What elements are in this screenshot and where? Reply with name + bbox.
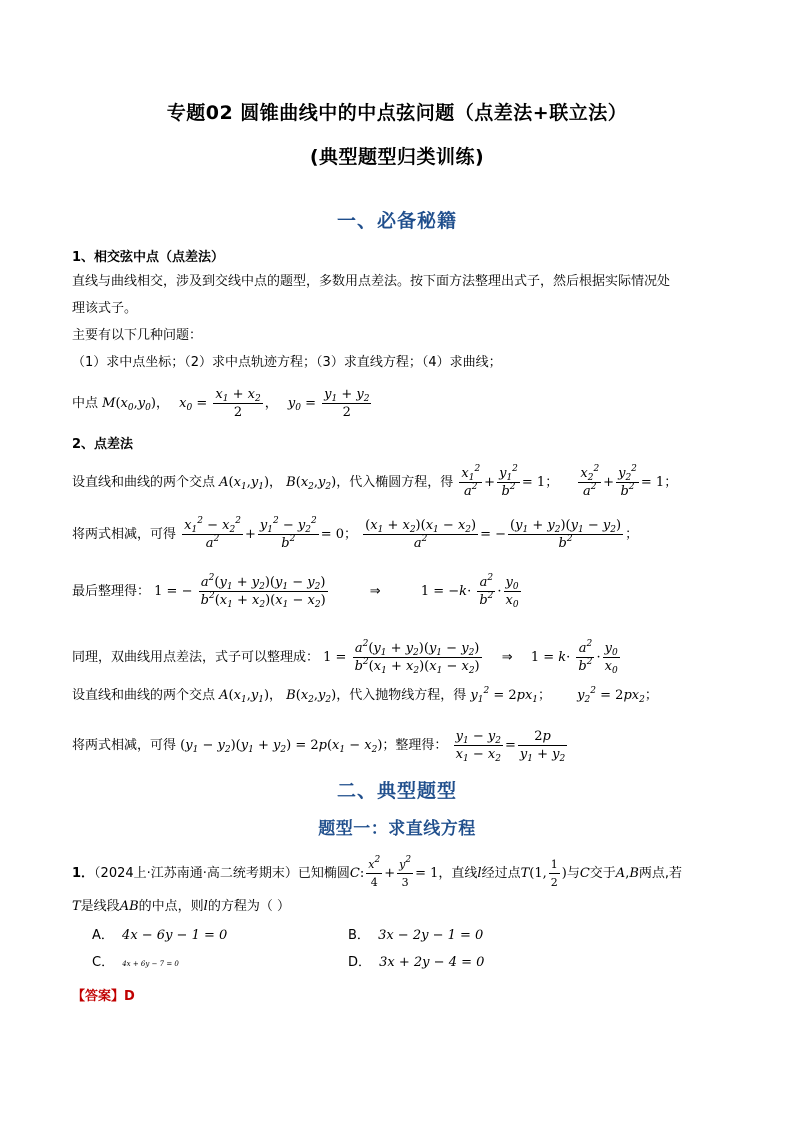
line-e-mid: ，代入抛物线方程，得 — [336, 688, 467, 703]
line-a-mid: ，代入椭圆方程，得 — [336, 475, 454, 490]
math-segment-ab: AB — [119, 899, 139, 914]
hyperbola-line — [72, 640, 622, 675]
line-f-prefix: 将两式相减，可得 — [72, 738, 177, 753]
line-a-prefix: 设直线和曲线的两个交点 — [72, 475, 216, 490]
math-difference-eq1: $\frac{x_1^2 - x_2^2}{a^2}$ + $\frac{y_1^2 - y_2^2}{b^2}$ = 0 — [184, 516, 344, 551]
parabola-substitution-line: 设直线和曲线的两个交点 $A(x_1,y_1)$， $B(x_2,y_2)$，代入抛物线方程，得 $y_1^2 = 2px_1$； $y_2^2 = 2px_2$； — [72, 686, 658, 705]
math-ellipse-eq2: $\frac{x_2^2}{a^2}$ + $\frac{y_2^2}{b^2}$ = 1 — [580, 464, 665, 499]
option-c-label: C． — [92, 955, 115, 970]
math-parabola-diff: $(y_1 - y_2)(y_1 + y_2) = 2p(x_1 - x_2)$ — [180, 738, 383, 755]
math-slope-ellipse: 1 = −k· $\frac{a^2}{b^2}$ · $\frac{y_0}{x_0}$ — [420, 573, 519, 610]
arrow-2: ⇒ — [501, 650, 513, 665]
q1-text3: 经过点 — [481, 866, 521, 881]
ellipse-substitution-line: 设直线和曲线的两个交点 $A(x_1,y_1)$， $B(x_2,y_2)$，代入椭圆方程，得 $\frac{x_1^2}{a^2}$ + $\frac{y_1^2}{b^2}$ = 1； $\frac{x_2^2}{a^2}$ + $\frac{y_2^2}{b^2}$ = 1； — [72, 464, 678, 499]
math-point-a-2: $A(x_1,y_1)$ — [219, 688, 270, 705]
math-final-hyperbola: 1 = $\frac{a^2(y_1 + y_2)(y_1 - y_2)}{b^2(x_1 + x_2)(x_1 - x_2)}$ — [323, 639, 480, 676]
math-x0-formula: $x_0$ = $\frac{x_1 + x_2}{2}$ — [179, 387, 261, 420]
option-b-label: B． — [348, 928, 370, 943]
arrow-1: ⇒ — [369, 584, 381, 599]
math-ellipse-eq1: $\frac{x_1^2}{a^2}$ + $\frac{y_1^2}{b^2}$ = 1 — [461, 464, 546, 499]
page-title: 专题02 圆锥曲线中的中点弦问题（点差法+联立法） — [166, 102, 628, 124]
option-a[interactable] — [92, 926, 227, 946]
line-d-prefix: 同理，双曲线用点差法，式子可以整理成： — [72, 650, 320, 665]
math-slope-hyperbola: 1 = k· $\frac{a^2}{b^2}$ · $\frac{y_0}{x_0}$ — [530, 639, 618, 676]
q1-text5: 交于 — [589, 866, 616, 881]
answer-label: 【答案】 — [72, 989, 125, 1004]
option-a-text: 4x − 6y − 1 = 0 — [122, 928, 228, 943]
answer-value: D — [124, 989, 135, 1004]
math-y0-formula: $y_0$ = $\frac{y_1 + y_2}{2}$ — [287, 387, 370, 420]
math-difference-eq2: $\frac{(x_1 + x_2)(x_1 - x_2)}{a^2}$ = − $\frac{(y_1 + y_2)(y_1 - y_2)}{b^2}$ — [365, 518, 622, 551]
option-d-label: D． — [348, 955, 372, 970]
question-source: （2024上·江苏南通·高二统考期末） — [94, 866, 298, 881]
line-b-prefix: 将两式相减，可得 — [72, 527, 177, 542]
math-parabola-eq1: $y_1^2 = 2px_1$ — [470, 686, 539, 705]
line-f-mid: ；整理得： — [382, 738, 448, 753]
subsection-heading-line-equation: 题型一：求直线方程 — [318, 819, 476, 839]
math-c-ref: C — [579, 866, 590, 881]
option-c[interactable] — [92, 953, 179, 974]
subtraction-line: 将两式相减，可得 $\frac{x_1^2 - x_2^2}{a^2}$ + $\frac{y_1^2 - y_2^2}{b^2}$ = 0； $\frac{(x_1 + x_2)(x_1 - x_2)}{a^2}$ = − $\frac{(y_1 + y_2)(y_1 - y_2)}{b^2}$ ； — [72, 516, 639, 551]
math-l-ref: l — [203, 899, 208, 914]
option-d[interactable] — [348, 953, 484, 973]
question-1-line2 — [72, 897, 290, 917]
math-midpoint: $M(x_0,y_0)$ — [102, 396, 156, 413]
math-point-a: $A(x_1,y_1)$ — [219, 475, 270, 492]
heading-midpoint-chord: 1、相交弦中点（点差法） — [72, 250, 225, 265]
math-line-l: l — [477, 866, 482, 881]
math-parabola-slope: $\frac{y_1 - y_2}{x_1 - x_2}$ = $\frac{2p}{y_1 + y_2}$ — [455, 729, 566, 764]
q1-line2-a: 是线段 — [80, 899, 120, 914]
math-ellipse-c: C: $\frac{x^2}{4}$ + $\frac{y^2}{3}$ = 1 — [349, 855, 439, 889]
option-c-text: 4x + 6y − 7 = 0 — [122, 960, 179, 968]
math-parabola-eq2: $y_2^2 = 2px_2$ — [577, 686, 645, 705]
option-a-label: A． — [92, 928, 114, 943]
option-b[interactable] — [348, 926, 483, 946]
q1-text6: 两点,若 — [638, 866, 683, 881]
section-heading-typical: 二、典型题型 — [336, 780, 457, 802]
option-b-text: 3x − 2y − 1 = 0 — [378, 928, 484, 943]
q1-line2-c: 的方程为（ ） — [207, 899, 290, 914]
question-1-line1 — [72, 856, 682, 891]
final-form-line — [72, 574, 523, 609]
paragraph-intro-line2: 理该式子。 — [72, 301, 138, 316]
section-heading-essentials: 一、必备秘籍 — [336, 210, 457, 232]
q1-text1: 已知椭圆 — [297, 866, 350, 881]
parabola-slope-line — [72, 728, 569, 763]
q1-line2-b: 的中点，则 — [138, 899, 204, 914]
option-d-text: 3x + 2y − 4 = 0 — [379, 955, 485, 970]
line-e-prefix: 设直线和曲线的两个交点 — [72, 688, 216, 703]
math-point-b-2: $B(x_2,y_2)$ — [286, 688, 337, 705]
question-types-list: （1）求中点坐标；（2）求中点轨迹方程；（3）求直线方程；（4）求曲线； — [72, 355, 502, 370]
question-number: 1． — [72, 866, 95, 881]
page-subtitle: (典型题型归类训练) — [309, 146, 485, 168]
midpoint-prefix: 中点 — [72, 396, 99, 411]
math-ab: A,B — [615, 866, 639, 881]
q1-text4: 与 — [566, 866, 580, 881]
q1-text2: ，直线 — [438, 866, 478, 881]
math-t-ref: T — [72, 899, 81, 914]
line-c-prefix: 最后整理得： — [72, 584, 151, 599]
heading-point-difference: 2、点差法 — [72, 437, 134, 452]
answer-line — [72, 985, 135, 1004]
paragraph-intro-line1: 直线与曲线相交，涉及到交线中点的题型，多数用点差法。按下面方法整理出式子，然后根据实际情况处 — [72, 274, 671, 289]
math-final-ellipse: 1 = − $\frac{a^2(y_1 + y_2)(y_1 - y_2)}{b^2(x_1 + x_2)(x_1 - x_2)}$ — [154, 573, 326, 610]
midpoint-formula-line: 中点 $M(x_0,y_0)$， $x_0$ = $\frac{x_1 + x_2}{2}$ ， $y_0$ = $\frac{y_1 + y_2}{2}$ — [72, 386, 373, 421]
math-point-t: T(1, $\frac{1}{2}$ ) — [520, 858, 567, 889]
paragraph-question-types: 主要有以下几种问题： — [72, 328, 203, 343]
math-point-b: $B(x_2,y_2)$ — [286, 475, 337, 492]
